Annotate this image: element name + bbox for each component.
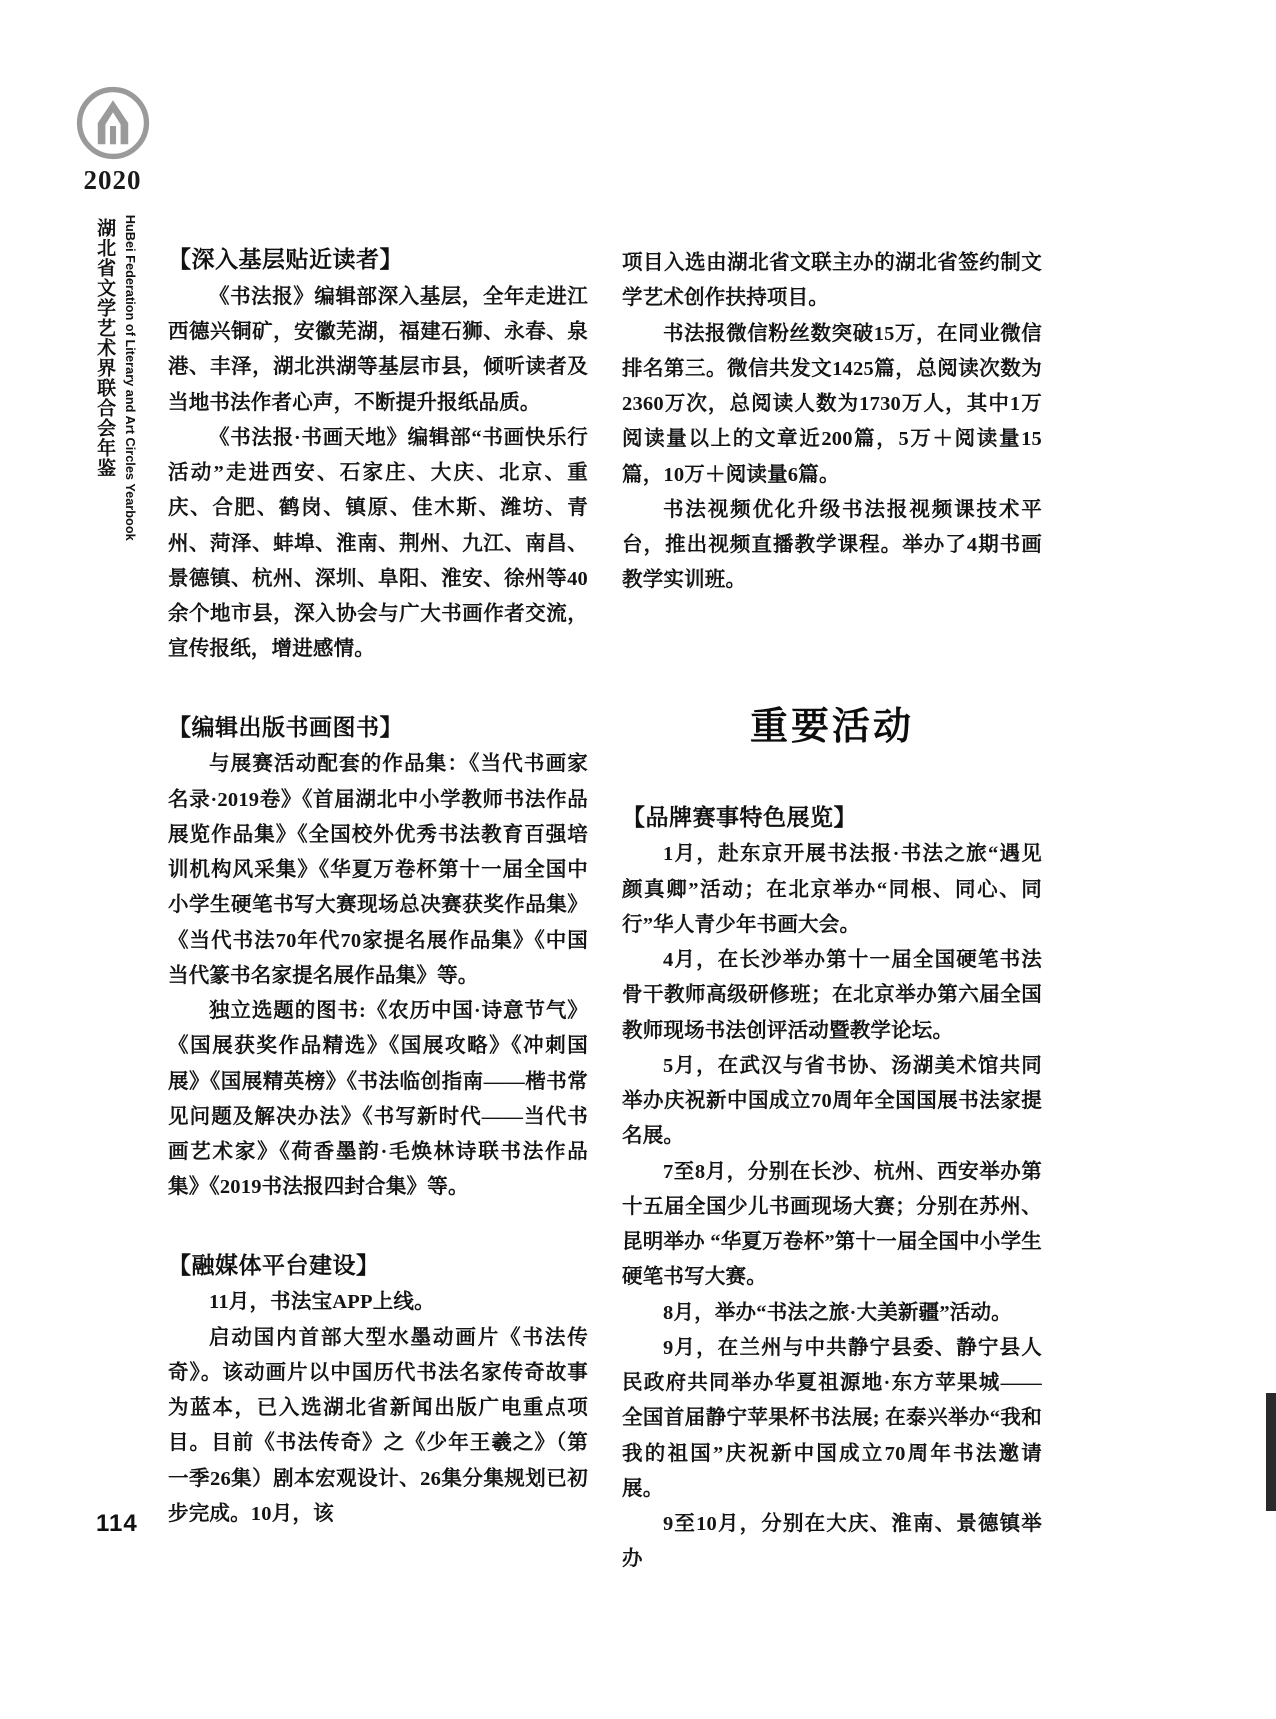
paragraph: 书法报微信粉丝数突破15万，在同业微信排名第三。微信共发文1425篇，总阅读次数为2360万次，总阅读人数为1730万人，其中1万阅读量以上的文章近200篇，5万＋阅读量15篇，10万＋阅读量6篇。 xyxy=(622,322,1042,486)
paragraph: 7至8月，分别在长沙、杭州、西安举办第十五届全国少儿书画现场大赛；分别在苏州、昆明举办 “华夏万卷杯”第十一届全国中小学生硬笔书写大赛。 xyxy=(622,1160,1042,1289)
section-heading-media-platform: 【融媒体平台建设】 xyxy=(168,1252,380,1279)
page-edge-marker xyxy=(1266,1393,1276,1511)
paragraph: 11月，书法宝APP上线。 xyxy=(209,1291,435,1314)
page-title-important-activities: 重要活动 xyxy=(749,703,914,748)
page-number: 114 xyxy=(96,1510,138,1537)
hubei-federation-emblem-icon xyxy=(75,85,151,161)
paragraph: 8月，举办“书法之旅·大美新疆”活动。 xyxy=(663,1301,1012,1324)
section-heading-publishing: 【编辑出版书画图书】 xyxy=(168,714,403,741)
sidebar-title-chinese: 湖北省文学艺术界联合会年鉴 xyxy=(94,218,117,478)
sidebar xyxy=(60,85,165,618)
paragraph: 5月，在武汉与省书协、汤湖美术馆共同举办庆祝新中国成立70周年全国国展书法家提名展。 xyxy=(622,1054,1042,1148)
paragraph: 书法视频优化升级书法报视频课技术平台，推出视频直播教学课程。举办了4期书画教学实训班。 xyxy=(622,498,1042,592)
paragraph: 独立选题的图书:《农历中国·诗意节气》《国展获奖作品精选》《国展攻略》《冲刺国展》《国展精英榜》《书法临创指南——楷书常见问题及解决办法》《书写新时代——当代书画艺术家》《荷香墨韵·毛焕林诗联书法作品集》《2019书法报四封合集》等。 xyxy=(168,1000,588,1199)
paragraph: 《书法报》编辑部深入基层，全年走进江西德兴铜矿，安徽芜湖，福建石狮、永春、泉港、丰泽，湖北洪湖等基层市县，倾听读者及当地书法作者心声，不断提升报纸品质。 xyxy=(168,285,588,414)
paragraph: 《书法报·书画天地》编辑部“书画快乐行活动”走进西安、石家庄、大庆、北京、重庆、合肥、鹤岗、镇原、佳木斯、潍坊、青州、菏泽、蚌埠、淮南、荆州、九江、南昌、景德镇、杭州、深圳、阜阳、淮安、徐州等40余个地市县，深入协会与广大书画作者交流，宣传报纸，增进感情。 xyxy=(168,426,588,661)
paragraph: 9月，在兰州与中共静宁县委、静宁县人民政府共同举办华夏祖源地·东方苹果城——全国首届静宁苹果杯书法展; 在泰兴举办“我和我的祖国”庆祝新中国成立70周年书法邀请展。 xyxy=(622,1336,1042,1500)
paragraph: 4月，在长沙举办第十一届全国硬笔书法骨干教师高级研修班；在北京举办第六届全国教师现场书法创评活动暨教学论坛。 xyxy=(622,949,1042,1042)
section-heading-brand-events: 【品牌赛事特色展览】 xyxy=(622,804,857,831)
left-column xyxy=(168,246,588,1532)
paragraph: 启动国内首部大型水墨动画片《书法传奇》。该动画片以中国历代书法名家传奇故事为蓝本，已入选湖北省新闻出版广电重点项目。目前《书法传奇》之《少年王羲之》（第一季26集）剧本宏观设计、26集分集规划已初步完成。10月，该 xyxy=(168,1326,588,1525)
paragraph: 1月，赴东京开展书法报·书法之旅“遇见颜真卿”活动；在北京举办“同根、同心、同行”华人青少年书画大会。 xyxy=(622,843,1042,936)
paragraph: 与展赛活动配套的作品集：《当代书画家名录·2019卷》《首届湖北中小学教师书法作品展览作品集》《全国校外优秀书法教育百强培训机构风采集》《华夏万卷杯第十一届全国中小学生硬笔书写大赛现场总决赛获奖作品集》《当代书法70年代70家提名展作品集》《中国当代篆书名家提名展作品集》等。 xyxy=(168,753,588,987)
right-column xyxy=(622,246,1042,1578)
paragraph: 9至10月，分别在大庆、淮南、景德镇举办 xyxy=(622,1513,1042,1571)
yearbook-year: 2020 xyxy=(83,165,142,195)
section-heading-grassroots: 【深入基层贴近读者】 xyxy=(168,247,403,273)
sidebar-title-english: HuBei Federation of Literary and Art Circles Yearbook xyxy=(123,214,138,541)
paragraph: 项目入选由湖北省文联主办的湖北省签约制文学艺术创作扶持项目。 xyxy=(622,252,1042,310)
sidebar-vertical-title xyxy=(88,214,138,618)
